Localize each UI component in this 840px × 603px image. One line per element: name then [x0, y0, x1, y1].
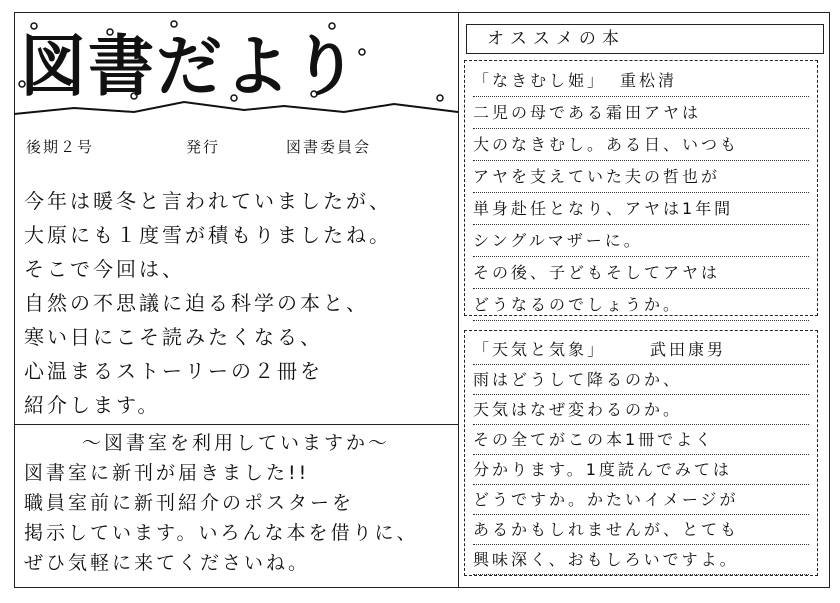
section-divider	[14, 424, 458, 425]
book-author: 武田康男	[650, 340, 727, 359]
issue-info	[26, 136, 446, 157]
book-description-line: アヤを支えていた夫の哲也が	[473, 161, 809, 193]
intro-line: 自然の不思議に迫る科学の本と、	[24, 291, 369, 315]
library-line: 図書室に新刊が届きました!!	[24, 462, 310, 484]
book-description-line: 分かります。1度読んでみては	[473, 455, 809, 485]
intro-line: 心温まるストーリーの２冊を	[24, 359, 323, 383]
intro-line: 今年は暖冬と言われていましたが、	[24, 189, 392, 213]
book-card	[464, 330, 818, 576]
book-description-line: 天気はなぜ変わるのか。	[473, 395, 809, 425]
intro-text	[24, 184, 458, 422]
book-title: 「なきむし姫」	[473, 71, 607, 90]
library-section	[14, 428, 458, 578]
book-description-line: 雨はどうして降るのか、	[473, 365, 809, 395]
book-card	[464, 60, 818, 316]
issued-label: 発行	[186, 138, 221, 156]
book-description-line: その全てがこの本1冊でよく	[473, 425, 809, 455]
book-description-line: 単身赴任となり、アヤは1年間	[473, 193, 809, 225]
right-column	[462, 12, 830, 588]
book-title: 「天気と気象」	[473, 340, 607, 359]
book-description-line: 大のなきむし。ある日、いつも	[473, 129, 809, 161]
book-author: 重松清	[620, 71, 678, 90]
book-description-line: シングルマザーに。	[473, 225, 809, 257]
publisher: 図書委員会	[286, 138, 372, 156]
library-heading: 〜図書室を利用していますか〜	[81, 432, 390, 454]
book-title-row	[473, 335, 809, 365]
masthead	[14, 12, 458, 122]
intro-line: 紹介します。	[24, 393, 161, 417]
intro-line: 大原にも１度雪が積もりましたね。	[24, 223, 392, 247]
issue-number: 後期２号	[26, 138, 95, 156]
recommend-header: オススメの本	[466, 24, 824, 54]
library-line: ぜひ気軽に来てくださいね。	[24, 552, 311, 574]
library-line: 掲示しています。いろんな本を借りに、	[24, 522, 419, 544]
book-title-row	[473, 65, 809, 97]
book-description-line: どうなるのでしょうか。	[473, 289, 809, 321]
book-description-line: 二児の母である霜田アヤは	[473, 97, 809, 129]
library-line: 職員室前に新刊紹介のポスターを	[24, 492, 355, 514]
intro-line: 寒い日にこそ読みたくなる、	[24, 325, 323, 349]
book-description-line: あるかもしれませんが、とても	[473, 515, 809, 545]
book-description-line: 興味深く、おもしろいですよ。	[473, 545, 809, 575]
book-description-line: どうですか。かたいイメージが	[473, 485, 809, 515]
column-divider	[458, 12, 459, 588]
book-description-line: その後、子どもそしてアヤは	[473, 257, 809, 289]
newsletter-title: 図書だより	[20, 28, 360, 105]
intro-line: そこで今回は、	[24, 257, 185, 281]
